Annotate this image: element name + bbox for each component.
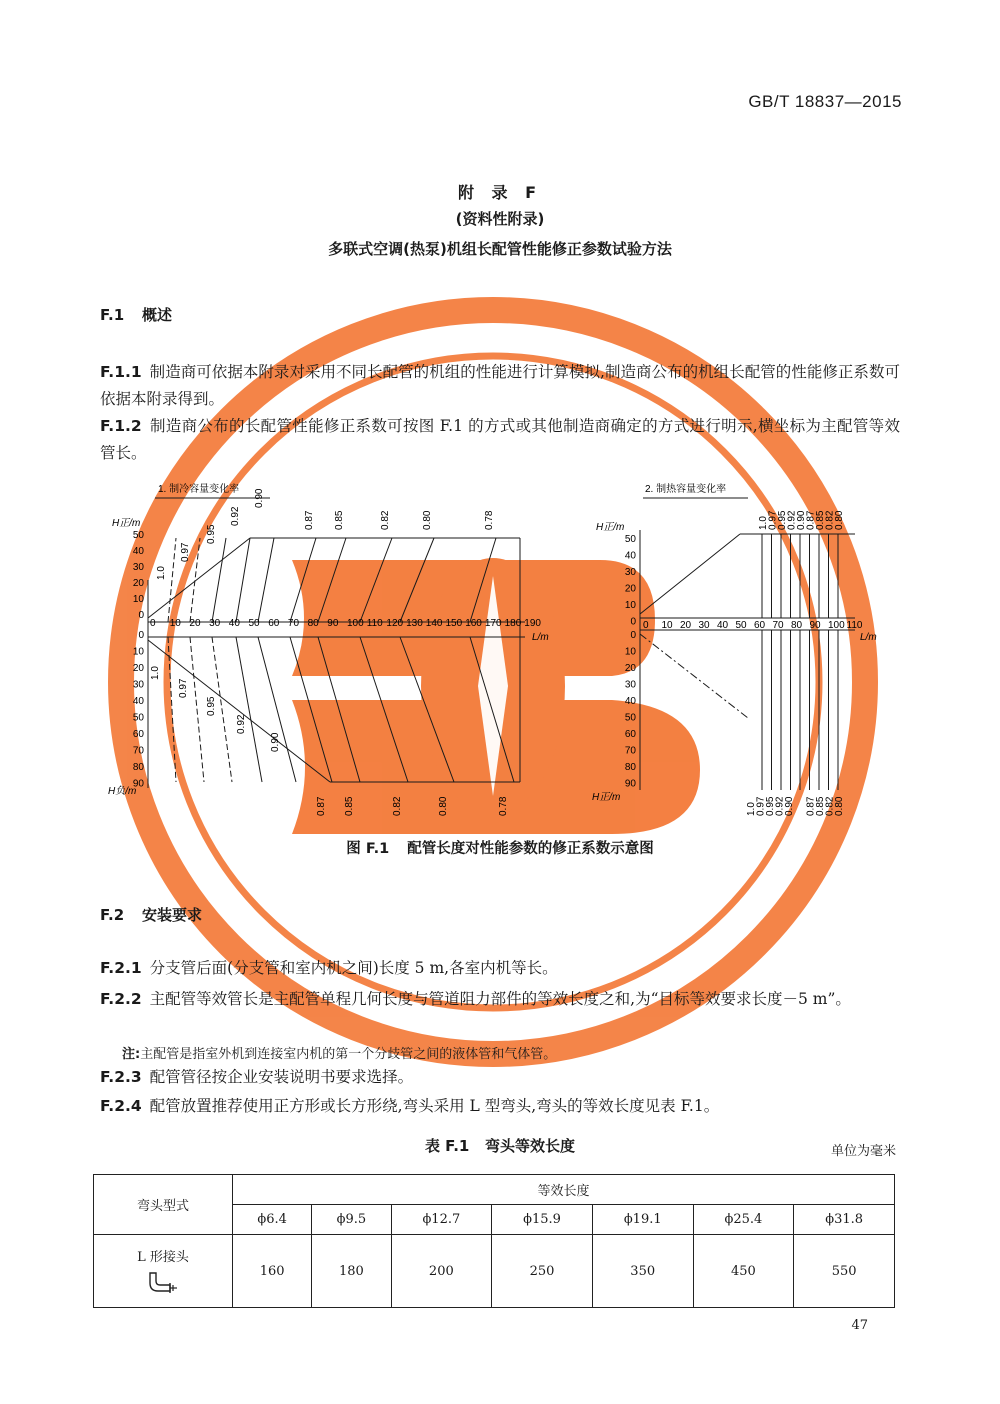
paragraph-f24 xyxy=(100,1093,900,1120)
curve-line xyxy=(190,538,200,622)
right-x-label: L/m xyxy=(860,632,877,643)
x-tick-label: 40 xyxy=(228,618,240,629)
curve-label: 0.90 xyxy=(254,488,265,508)
curve-line xyxy=(212,538,226,622)
table-unit: 单位为毫米 xyxy=(830,1144,896,1159)
paragraph-f21 xyxy=(100,955,900,982)
section-number: F.2 xyxy=(100,906,125,924)
diameter-header: ϕ9.5 xyxy=(312,1205,391,1235)
x-tick-label: 100 xyxy=(347,618,364,629)
right-y-up-label: H正/m xyxy=(596,522,625,533)
diameter-header: ϕ15.9 xyxy=(492,1205,593,1235)
clause-number: F.2.2 xyxy=(100,990,142,1008)
y-tick-label: 0 xyxy=(138,610,144,621)
y-tick-label: 30 xyxy=(624,567,636,578)
x-tick-label: 170 xyxy=(484,618,502,629)
section-f2-heading xyxy=(100,904,202,925)
y-tick-label: 20 xyxy=(132,663,144,674)
value-cell: 160 xyxy=(233,1235,312,1308)
curve-label: 0.87 xyxy=(805,796,817,816)
clause-number: F.2.4 xyxy=(100,1097,142,1115)
curve-line xyxy=(400,637,454,782)
curve-line xyxy=(360,538,392,622)
elbow-type-label: L 形接头 xyxy=(137,1249,189,1265)
right-panel-title: 2. 制热容量变化率 xyxy=(645,484,727,495)
x-tick-label: 40 xyxy=(717,620,729,631)
value-cell: 550 xyxy=(794,1235,895,1308)
curve-label: 0.95 xyxy=(777,510,788,530)
y-tick-label: 40 xyxy=(132,696,144,707)
y-tick-label: 40 xyxy=(624,696,636,707)
y-tick-label: 10 xyxy=(132,594,144,605)
curve-label: 0.97 xyxy=(180,542,191,562)
curve-line xyxy=(258,637,296,782)
left-y-down-label: H负/m xyxy=(108,786,137,797)
clause-number: F.1.1 xyxy=(100,363,142,381)
left-panel xyxy=(148,498,525,788)
diameter-header: ϕ31.8 xyxy=(794,1205,895,1235)
section-title: 概述 xyxy=(142,306,173,324)
curve-label: 0.95 xyxy=(206,696,217,716)
l-elbow-icon xyxy=(146,1271,180,1293)
right-panel xyxy=(640,498,855,790)
x-tick-label: 110 xyxy=(846,620,863,631)
curve-label: 0.78 xyxy=(484,510,495,530)
clause-number: F.1.2 xyxy=(100,417,142,435)
curve-line xyxy=(190,637,204,782)
paragraph-f11 xyxy=(100,359,900,413)
value-cell: 200 xyxy=(391,1235,492,1308)
x-tick-label: 30 xyxy=(698,620,710,631)
curve-line xyxy=(400,538,434,622)
curve-line xyxy=(470,538,496,622)
note-label: 注: xyxy=(122,1047,141,1062)
x-tick-label: 90 xyxy=(327,618,339,629)
y-tick-label: 10 xyxy=(132,646,144,658)
x-tick-label: 20 xyxy=(189,618,201,629)
elbow-type-cell xyxy=(94,1235,233,1308)
clause-number: F.2.1 xyxy=(100,959,142,977)
curve-label: 0.82 xyxy=(824,510,836,530)
clause-number: F.2.3 xyxy=(100,1068,142,1086)
y-tick-label: 50 xyxy=(624,534,636,545)
note-text: 主配管是指室外机到连接室内机的第一个分歧管之间的液体管和气体管。 xyxy=(140,1047,557,1062)
y-tick-label: 30 xyxy=(624,679,636,691)
curve-label: 0.80 xyxy=(422,510,433,530)
figure-f1 xyxy=(0,470,1000,830)
appendix-label: 附 录 F xyxy=(457,183,543,202)
left-y-up-label: H正/m xyxy=(112,518,141,529)
curve-label: 0.92 xyxy=(236,714,247,734)
x-tick-label: 60 xyxy=(268,618,280,629)
x-tick-label: 180 xyxy=(504,618,522,629)
value-cell: 450 xyxy=(693,1235,794,1308)
curve-label: 0.82 xyxy=(380,510,391,530)
curve-label: 0.90 xyxy=(270,732,281,752)
curve-label: 0.92 xyxy=(230,506,241,526)
y-tick-label: 40 xyxy=(132,546,144,557)
curve-label: 0.92 xyxy=(786,510,798,530)
table-title-text: 弯头等效长度 xyxy=(485,1137,576,1155)
x-tick-label: 0 xyxy=(643,620,649,631)
diameter-header: ϕ19.1 xyxy=(592,1205,693,1235)
curve-line xyxy=(236,637,262,782)
curve-label: 1.0 xyxy=(156,566,167,580)
y-tick-label: 70 xyxy=(132,745,144,757)
curve-label: 0.97 xyxy=(755,796,767,816)
standard-code: GB/T 18837—2015 xyxy=(748,92,902,111)
curve-label: 0.95 xyxy=(765,796,776,816)
paragraph-f22 xyxy=(100,986,900,1013)
table-label: 表 F.1 xyxy=(424,1137,470,1155)
y-tick-label: 20 xyxy=(624,663,636,674)
y-tick-label: 80 xyxy=(624,762,636,773)
curve-line xyxy=(318,637,360,782)
left-x-label: L/m xyxy=(532,632,549,643)
x-tick-label: 20 xyxy=(680,620,692,631)
y-tick-label: 30 xyxy=(132,562,144,573)
curve-label: 0.80 xyxy=(834,796,845,816)
curve-label: 0.97 xyxy=(178,678,189,698)
curve-label: 0.82 xyxy=(392,796,403,816)
x-tick-label: 0 xyxy=(150,618,156,629)
diameter-header: ϕ12.7 xyxy=(391,1205,492,1235)
figure-caption-text: 配管长度对性能参数的修正系数示意图 xyxy=(407,841,654,857)
x-tick-label: 150 xyxy=(445,618,463,629)
x-tick-label: 70 xyxy=(772,620,784,631)
y-tick-label: 40 xyxy=(624,550,636,562)
curve-label: 0.85 xyxy=(334,510,345,530)
curve-label: 1.0 xyxy=(746,802,757,816)
curve-label: 0.85 xyxy=(815,796,826,816)
diameter-header: ϕ25.4 xyxy=(693,1205,794,1235)
curve-line xyxy=(168,538,176,622)
curve-label: 0.90 xyxy=(796,510,807,530)
elbow-equivalent-length-table xyxy=(93,1174,895,1308)
left-panel-title: 1. 制冷容量变化率 xyxy=(158,484,240,495)
x-tick-label: 160 xyxy=(465,618,482,629)
curve-label: 0.95 xyxy=(206,524,217,544)
figure-label: 图 F.1 xyxy=(346,841,390,857)
x-tick-label: 100 xyxy=(828,620,845,631)
x-tick-label: 140 xyxy=(425,618,443,629)
y-tick-label: 90 xyxy=(624,778,636,790)
curve-label: 0.85 xyxy=(815,510,826,530)
x-tick-label: 190 xyxy=(524,618,541,629)
appendix-title: 多联式空调(热泵)机组长配管性能修正参数试验方法 xyxy=(328,240,672,258)
table-row xyxy=(94,1235,895,1308)
paragraph-f23 xyxy=(100,1064,900,1091)
y-tick-label: 70 xyxy=(624,745,636,757)
curve-line xyxy=(470,637,514,782)
curve-label: 0.80 xyxy=(438,796,449,816)
section-title: 安装要求 xyxy=(142,906,203,924)
curve-label: 0.85 xyxy=(344,796,355,816)
right-y-down-label: H正/m xyxy=(592,792,621,803)
y-tick-label: 0 xyxy=(630,630,636,641)
y-tick-label: 60 xyxy=(132,729,144,740)
y-tick-label: 0 xyxy=(630,616,636,628)
curve-label: 0.92 xyxy=(774,796,786,816)
x-tick-label: 110 xyxy=(366,618,383,629)
curve-label: 1.0 xyxy=(758,516,769,530)
appendix-type: (资料性附录) xyxy=(455,210,545,228)
x-tick-label: 50 xyxy=(248,618,260,629)
curve-label: 0.87 xyxy=(304,510,315,530)
x-tick-label: 120 xyxy=(386,618,404,629)
value-cell: 180 xyxy=(312,1235,391,1308)
value-cell: 250 xyxy=(492,1235,593,1308)
y-tick-label: 80 xyxy=(132,762,144,773)
y-tick-label: 50 xyxy=(132,530,144,541)
x-tick-label: 80 xyxy=(307,618,319,629)
x-tick-label: 80 xyxy=(791,620,803,631)
y-tick-label: 10 xyxy=(624,600,636,611)
x-tick-label: 90 xyxy=(809,620,821,631)
curve-line xyxy=(258,538,274,622)
curve-label: 0.87 xyxy=(805,510,817,530)
curve-line xyxy=(290,538,316,622)
section-number: F.1 xyxy=(100,306,125,324)
diameter-header: ϕ6.4 xyxy=(233,1205,312,1235)
x-tick-label: 10 xyxy=(169,618,181,629)
clause-text: 制造商可依据本附录对采用不同长配管的机组的性能进行计算模拟,制造商公布的机组长配管的性能修正系数可依据本附录得到。 xyxy=(100,363,900,408)
curve-line xyxy=(236,538,250,622)
curve-label: 0.90 xyxy=(784,796,795,816)
x-tick-label: 10 xyxy=(661,620,673,631)
curve-label: 0.87 xyxy=(316,796,327,816)
curve-line xyxy=(318,538,346,622)
y-tick-label: 0 xyxy=(138,630,144,641)
clause-text: 分支管后面(分支管和室内机之间)长度 5 m,各室内机等长。 xyxy=(149,959,558,977)
value-cell: 350 xyxy=(592,1235,693,1308)
curve-line xyxy=(360,637,408,782)
curve-label: 0.97 xyxy=(767,510,779,530)
x-tick-label: 70 xyxy=(287,618,300,629)
curve-label: 0.78 xyxy=(498,796,509,816)
y-tick-label: 30 xyxy=(132,679,144,691)
clause-text: 配管管径按企业安装说明书要求选择。 xyxy=(149,1068,414,1086)
curve-label: 0.80 xyxy=(834,510,845,530)
note xyxy=(122,1043,556,1062)
x-tick-label: 130 xyxy=(406,618,423,629)
y-tick-label: 50 xyxy=(624,712,636,724)
row-header-cell: 弯头型式 xyxy=(94,1175,233,1235)
curve-label: 1.0 xyxy=(150,666,161,680)
x-tick-label: 60 xyxy=(754,620,766,631)
y-tick-label: 50 xyxy=(132,712,144,724)
y-tick-label: 60 xyxy=(624,729,636,740)
y-tick-label: 90 xyxy=(132,778,144,790)
column-group-header: 等效长度 xyxy=(233,1175,895,1205)
y-tick-label: 20 xyxy=(624,583,636,595)
section-f1-heading xyxy=(100,304,172,325)
page-number: 47 xyxy=(851,1318,868,1333)
x-tick-label: 50 xyxy=(735,620,747,631)
y-tick-label: 10 xyxy=(624,646,636,658)
clause-text: 配管放置推荐使用正方形或长方形绕,弯头采用 L 型弯头,弯头的等效长度见表 F.1。 xyxy=(149,1097,720,1115)
curve-line xyxy=(290,637,332,782)
x-tick-label: 30 xyxy=(209,618,221,629)
paragraph-f12 xyxy=(100,413,900,467)
curve-label: 0.82 xyxy=(824,796,836,816)
clause-text: 制造商公布的长配管性能修正系数可按图 F.1 的方式或其他制造商确定的方式进行明示,横坐标为主配管等效管长。 xyxy=(100,417,900,462)
clause-text: 主配管等效管长是主配管单程几何长度与管道阻力部件的等效长度之和,为“目标等效要求长度－5 m”。 xyxy=(149,990,851,1008)
figure-caption xyxy=(0,837,1000,858)
y-tick-label: 20 xyxy=(132,578,144,589)
